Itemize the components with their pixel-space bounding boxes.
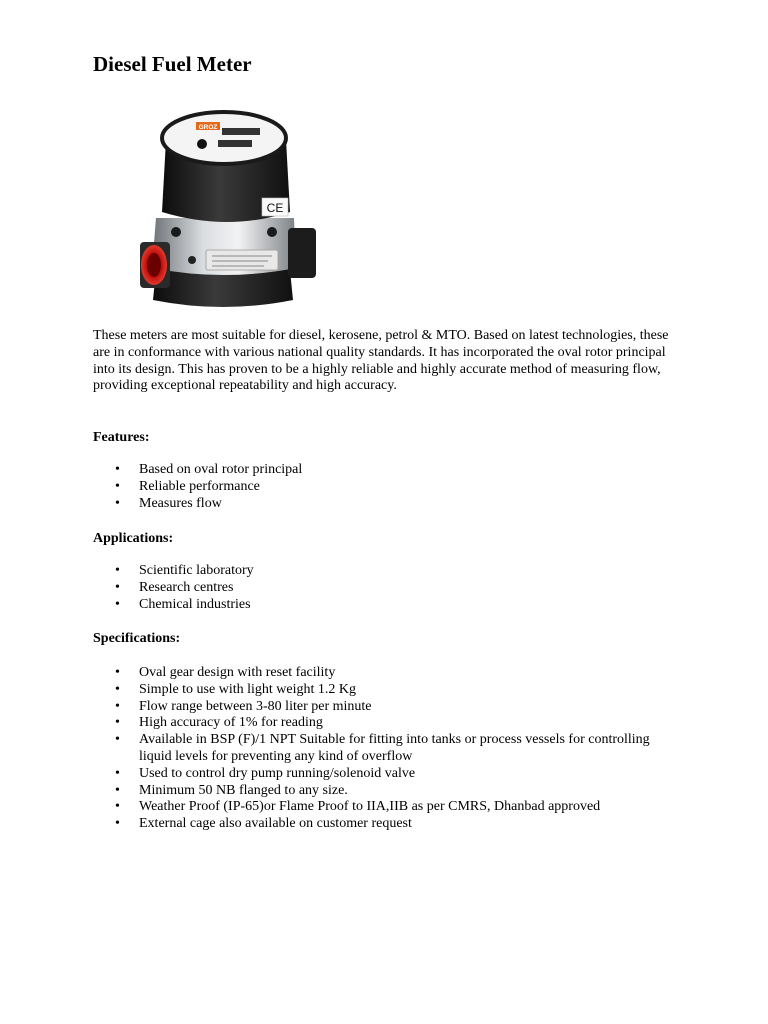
ce-mark-label: CE xyxy=(266,201,284,215)
list-item: • Oval gear design with reset facility xyxy=(93,665,673,682)
list-item: • External cage also available on customer request xyxy=(93,816,673,833)
features-list xyxy=(93,462,673,512)
list-item: • Flow range between 3-80 liter per minute xyxy=(93,699,673,716)
brand-label: GROZ xyxy=(198,124,218,131)
applications-heading: Applications: xyxy=(93,531,174,546)
intro-paragraph: These meters are most suitable for diesel, kerosene, petrol & MTO. Based on latest technologies, these are in conformance with various national quality standards. It has incorporated the oval rotor principal into its design. This has proven to be a highly reliable and highly accurate method of measuring flow, providing exceptional repeatability and high accuracy. xyxy=(93,328,669,394)
list-item: • Measures flow xyxy=(93,496,673,513)
list-item: • Simple to use with light weight 1.2 Kg xyxy=(93,682,673,699)
list-item: • Minimum 50 NB flanged to any size. xyxy=(93,783,673,800)
list-item: • Available in BSP (F)/1 NPT Suitable for fitting into tanks or process vessels for controlling liquid levels for preventing any kind of overflow xyxy=(93,732,673,766)
specifications-list xyxy=(93,665,673,833)
list-item: • Chemical industries xyxy=(93,597,673,614)
list-item: • Research centres xyxy=(93,580,673,597)
features-heading: Features: xyxy=(93,430,150,445)
list-item: • Reliable performance xyxy=(93,479,673,496)
page-title: Diesel Fuel Meter xyxy=(93,52,252,76)
list-item: • Scientific laboratory xyxy=(93,563,673,580)
specifications-heading: Specifications: xyxy=(93,631,181,646)
fuel-meter-image xyxy=(118,100,328,315)
list-item: • Used to control dry pump running/solenoid valve xyxy=(93,766,673,783)
list-item: • Based on oval rotor principal xyxy=(93,462,673,479)
applications-list xyxy=(93,563,673,613)
list-item: • High accuracy of 1% for reading xyxy=(93,715,673,732)
list-item: • Weather Proof (IP-65)or Flame Proof to IIA,IIB as per CMRS, Dhanbad approved xyxy=(93,799,673,816)
